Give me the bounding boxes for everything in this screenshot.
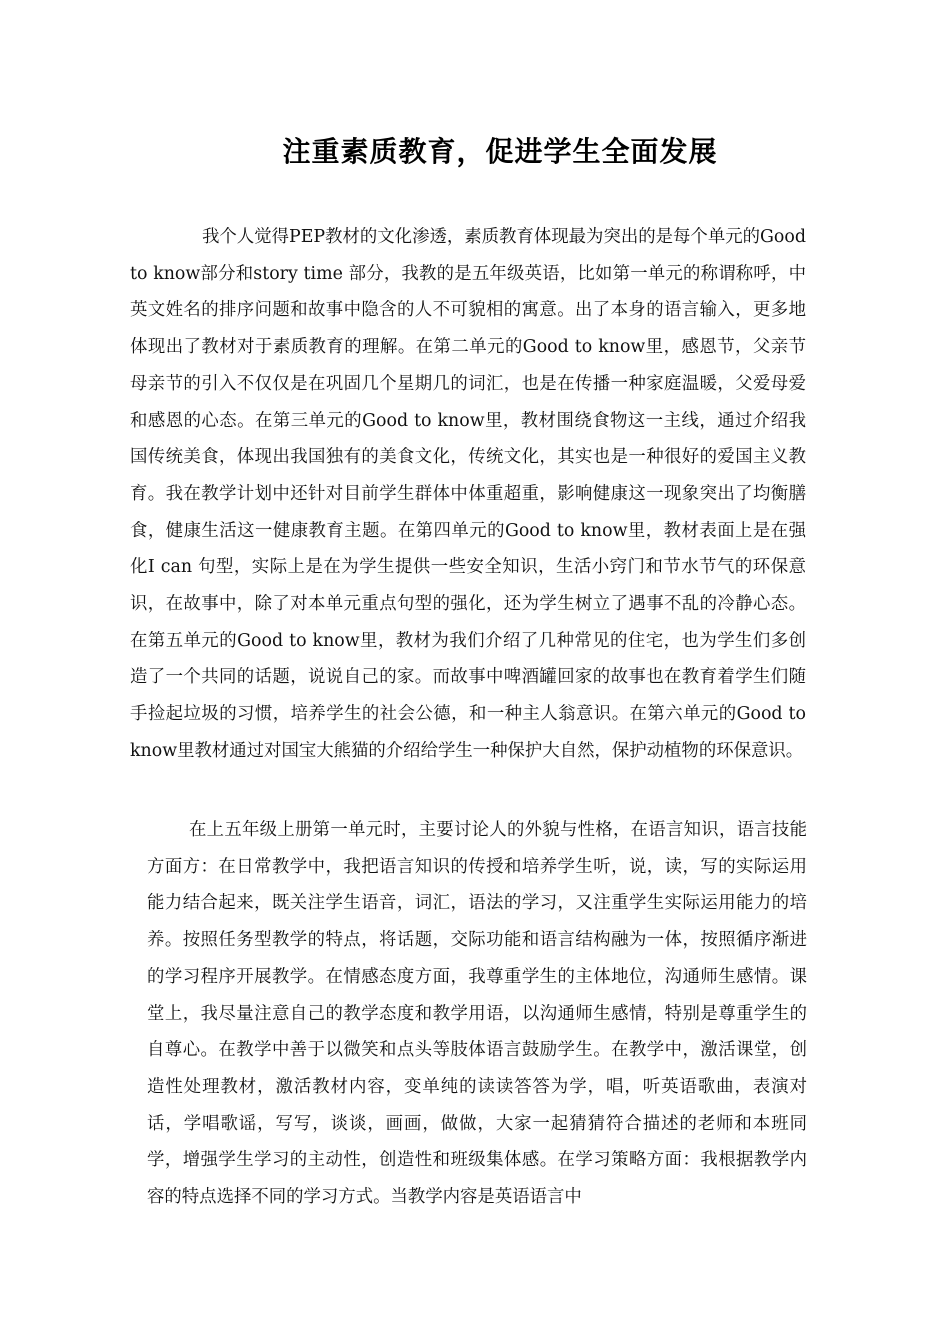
document-title: 注重素质教育，促进学生全面发展 — [282, 135, 718, 168]
paragraph-culture-education: 我个人觉得PEP教材的文化渗透，素质教育体现最为突出的是每个单元的Good to know部分和story time 部分，我教的是五年级英语，比如第一单元的称谓称呼，中英文姓名的排序问题和故事中隐含的人不可貌相的寓意。出了本身的语言输入，更多地体现出了教材对于素质教育的理解。在第二单元的Good to know里，感恩节，父亲节母亲节的引入不仅仅是在巩固几个星期几的词汇，也是在传播一种家庭温暖，父爱母爱和感恩的心态。在第三单元的Good to know里，教材围绕食物这一主线，通过介绍我国传统美食，体现出我国独有的美食文化，传统文化，其实也是一种很好的爱国主义教育。我在教学计划中还针对目前学生群体中体重超重，影响健康这一现象突出了均衡膳食，健康生活这一健康教育主题。在第四单元的Good to know里，教材表面上是在强化I can 句型，实际上是在为学生提供一些安全知识，生活小窍门和节水节气的环保意识，在故事中，除了对本单元重点句型的强化，还为学生树立了遇事不乱的冷静心态。在第五单元的Good to know里，教材为我们介绍了几种常见的住宅，也为学生们多创造了一个共同的话题，说说自己的家。而故事中啤酒罐回家的故事也在教育着学生们随手捡起垃圾的习惯，培养学生的社会公德，和一种主人翁意识。在第六单元的Good to know里教材通过对国宝大熊猫的介绍给学生一种保护大自然，保护动植物的环保意识。 — [130, 227, 806, 761]
paragraph-unit-one-teaching: 在上五年级上册第一单元时，主要讨论人的外貌与性格，在语言知识，语言技能方面方：在日常教学中，我把语言知识的传授和培养学生听，说，读，写的实际运用能力结合起来，既关注学生语音，词汇，语法的学习，又注重学生实际运用能力的培养。按照任务型教学的特点，将话题，交际功能和语言结构融为一体，按照循序渐进的学习程序开展教学。在情感态度方面，我尊重学生的主体地位，沟通师生感情。课堂上，我尽量注意自己的教学态度和教学用语，以沟通师生感情，特别是尊重学生的自尊心。在教学中善于以微笑和点头等肢体语言鼓励学生。在教学中，激活课堂，创造性处理教材，激活教材内容，变单纯的读读答答为学，唱，听英语歌曲，表演对话，学唱歌谣，写写，谈谈，画画，做做，大家一起猜猜符合描述的老师和本班同学，增强学生学习的主动性，创造性和班级集体感。在学习策略方面：我根据教学内容的特点选择不同的学习方式。当教学内容是英语语言中 — [147, 820, 807, 1208]
